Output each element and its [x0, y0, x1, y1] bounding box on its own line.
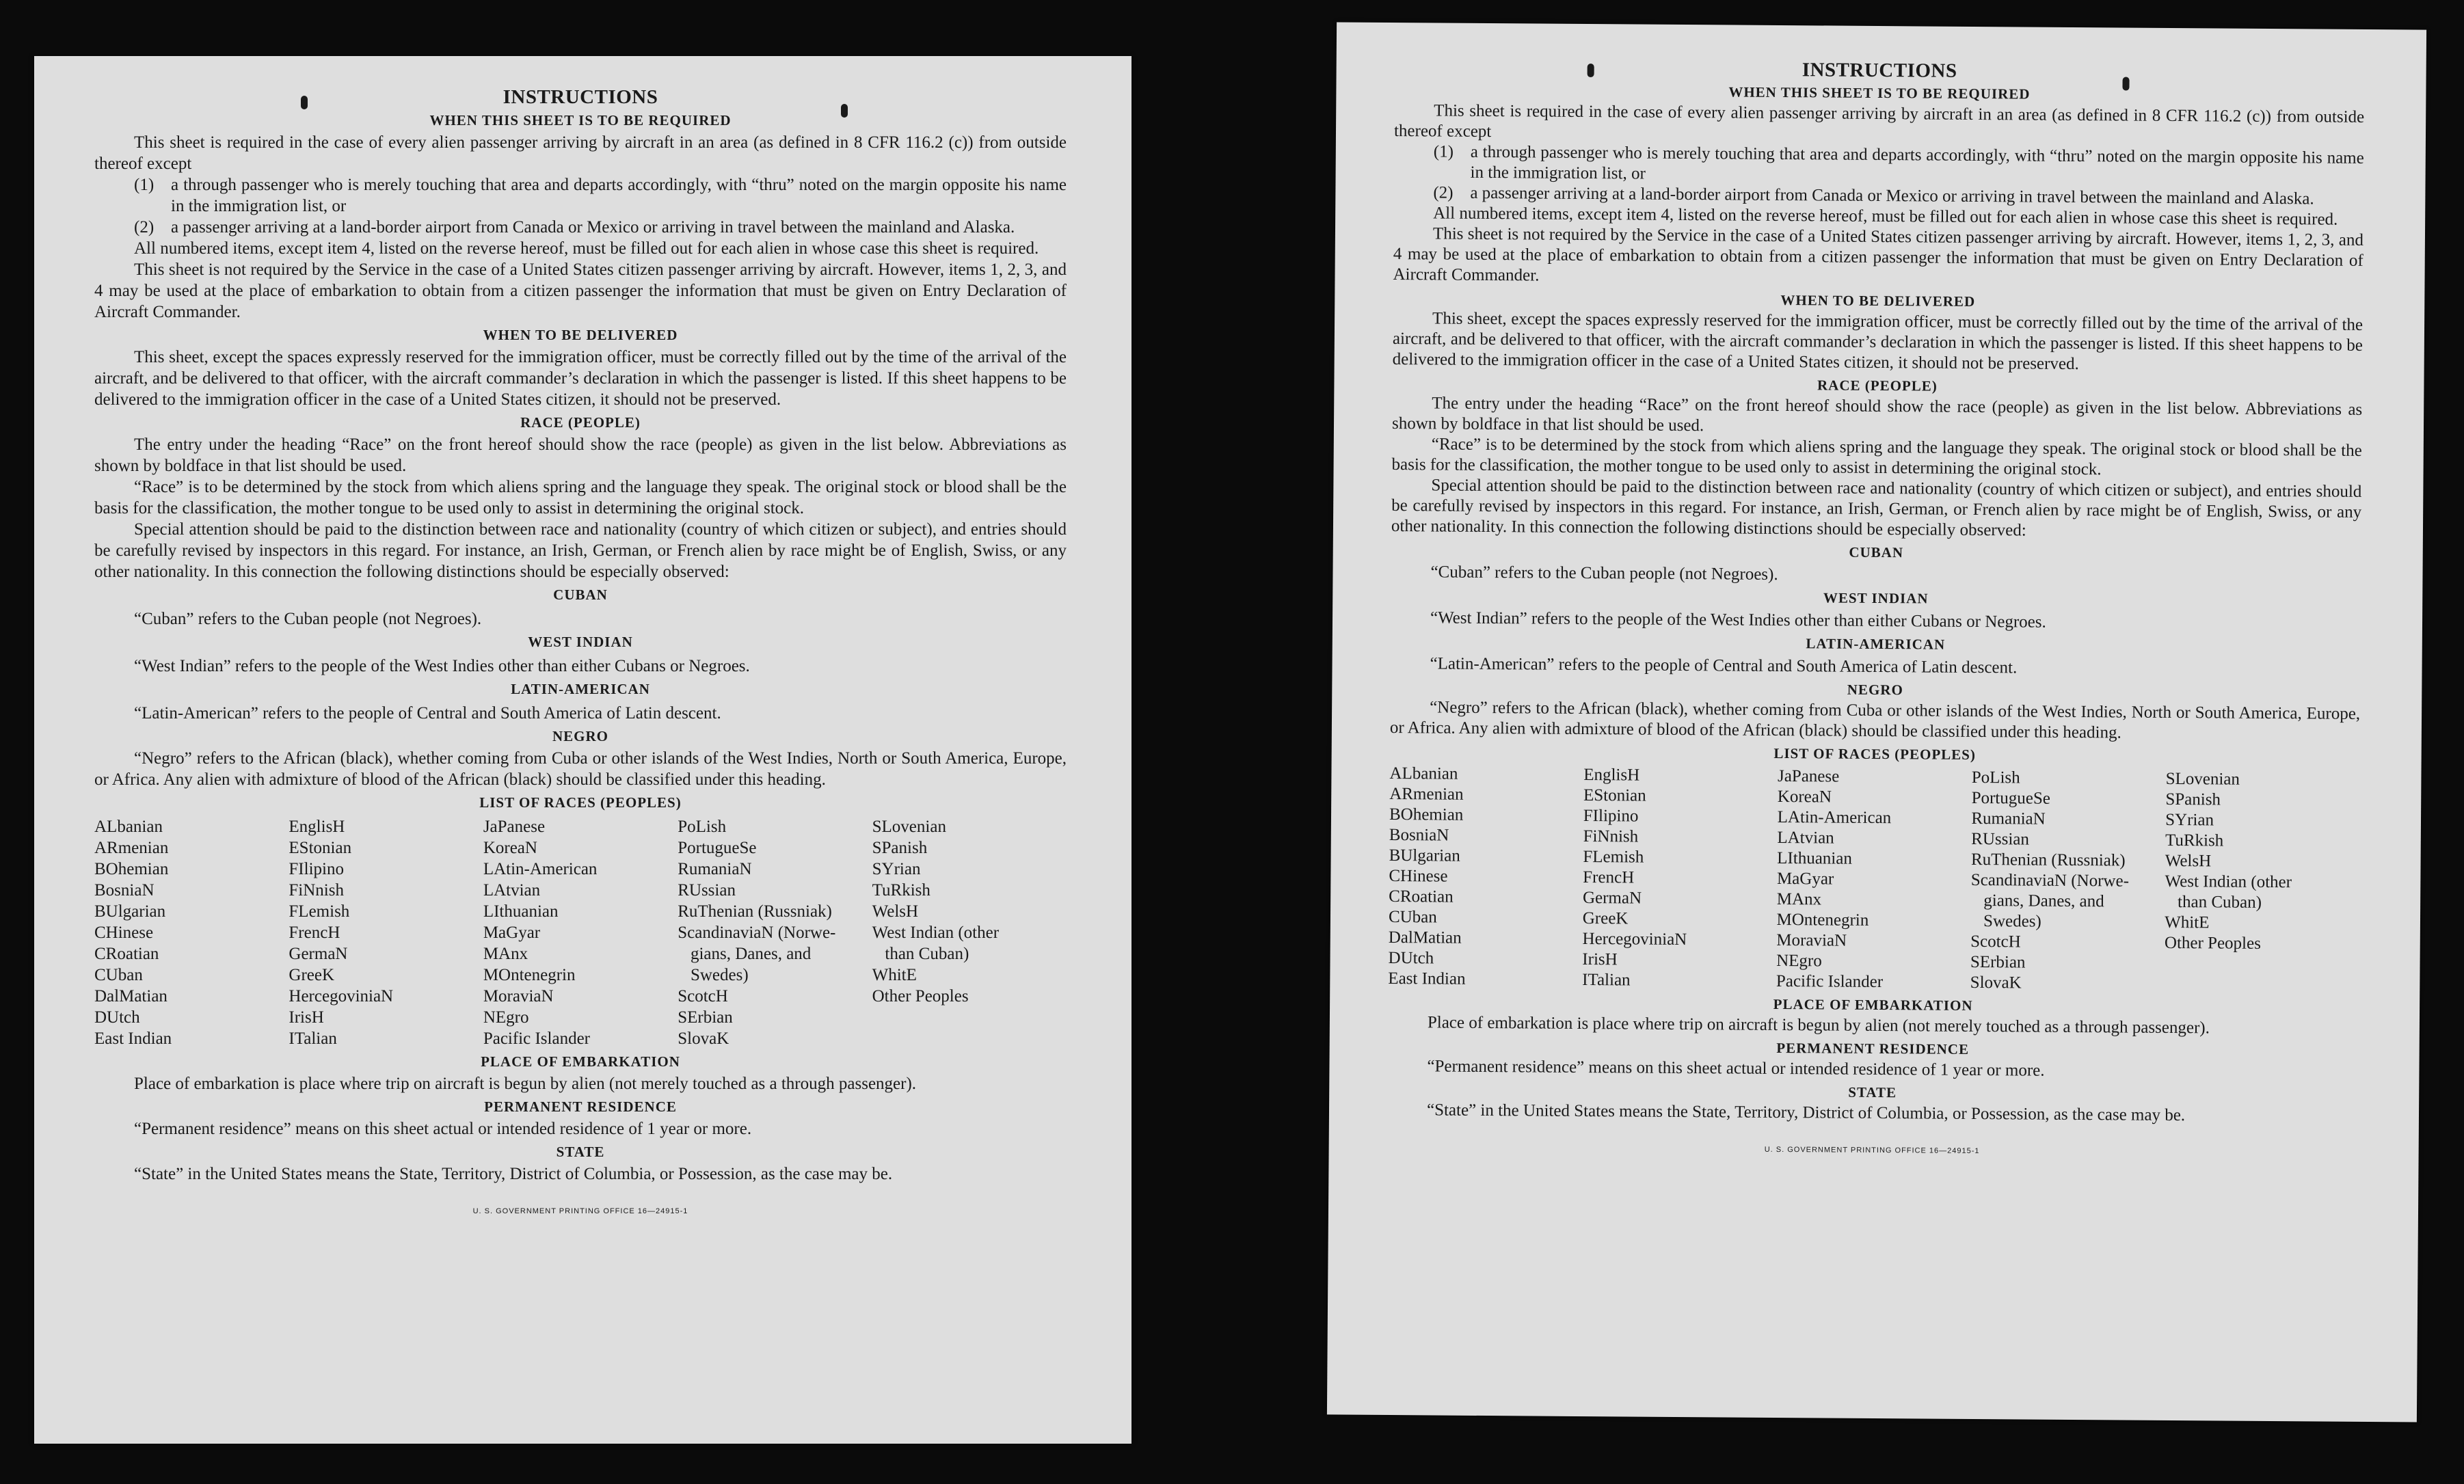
race-entry: SPanish: [872, 839, 928, 857]
race-entry: CRoatian: [1389, 887, 1454, 906]
paragraph-race-1: The entry under the heading “Race” on the front hereof should show the race (people) as given in the list below. Abbreviations as shown by boldface in that list should be used.: [94, 435, 1067, 475]
section-heading-negro: NEGRO: [1847, 681, 1903, 699]
race-entry: ARmenian: [1389, 785, 1464, 804]
race-entry: ITalian: [289, 1029, 337, 1048]
race-entry: SLovenian: [872, 818, 946, 836]
exception-number: (1): [134, 176, 155, 194]
race-entry: WelsH: [2165, 851, 2212, 871]
race-entry: ScandinaviaN (Norwe- gians, Danes, and Swedes): [1970, 870, 2130, 931]
paragraph-race-3: Special attention should be paid to the distinction between race and nationality (country of which citizen or subject), and entries should be carefully revised by inspectors in this regard. For instance, an Irish, German, or French alien by race might be of English, Swiss, or any other nationality. In this connection the following distinctions should be especially observed:: [94, 520, 1067, 581]
paragraph-when-delivered: This sheet, except the spaces expressly reserved for the immigration officer, must be correctly filled out by the time of the arrival of the aircraft, and be delivered to that officer, with the aircraft commander’s declaration in which the passenger is listed. If this sheet happens to be delivered to the immigration officer in the case of a United States citizen, it should not be preserved.: [1392, 309, 2363, 374]
race-entry: MoraviaN: [483, 987, 554, 1006]
race-entry: BUlgarian: [1389, 846, 1460, 865]
race-entry: HercegoviniaN: [1582, 930, 1687, 949]
race-entry: FIlipino: [1583, 807, 1639, 826]
race-entry: Other Peoples: [2164, 933, 2261, 953]
section-heading-negro: NEGRO: [552, 728, 608, 744]
race-entry: HercegoviniaN: [289, 987, 394, 1006]
race-entry: SlovaK: [678, 1029, 729, 1048]
section-heading-residence: PERMANENT RESIDENCE: [1776, 1039, 1970, 1057]
section-heading-when-required: WHEN THIS SHEET IS TO BE REQUIRED: [1728, 83, 2031, 103]
race-entry: Other Peoples: [872, 987, 969, 1006]
definition-negro: “Negro” refers to the African (black), whether coming from Cuba or other islands of the West Indies, North or South America, Europe, or Africa. Any alien with admixture of blood of the African (black) should be classified under this heading.: [1389, 698, 2361, 742]
paragraph-residence: “Permanent residence” means on this sheet actual or intended residence of 1 year or more.: [1427, 1057, 2045, 1080]
race-entry: KoreaN: [1777, 787, 1832, 807]
race-entry: WhitE: [2165, 913, 2210, 932]
section-heading-state: STATE: [556, 1144, 605, 1160]
punch-hole-mark: [301, 96, 308, 109]
race-entry: SYrian: [2165, 810, 2214, 830]
race-entry: LAtin-American: [1777, 807, 1892, 828]
punch-hole-mark: [841, 104, 848, 118]
race-entry: PortugueSe: [678, 839, 757, 857]
page-title: INSTRUCTIONS: [503, 86, 658, 108]
definition-latin-american: “Latin-American” refers to the people of Central and South America of Latin descent.: [1430, 654, 2018, 677]
race-entry: LAtin-American: [483, 860, 598, 878]
race-entry: FiNnish: [289, 881, 344, 900]
section-heading-state: STATE: [1848, 1083, 1897, 1101]
paragraph-when-required: This sheet is required in the case of every alien passenger arriving by aircraft in an area (as defined in 8 CFR 116.2 (c)) from outside thereof except: [94, 133, 1067, 173]
exception-text: a passenger arriving at a land-border airport from Canada or Mexico or arriving in travel between the mainland and Alaska.: [1470, 183, 2314, 208]
section-heading-latin-american: LATIN-AMERICAN: [511, 681, 650, 697]
race-entry: East Indian: [1388, 969, 1466, 988]
exception-text: a through passenger who is merely touching that area and departs accordingly, with “thru” noted on the margin opposite his name in the immigration list, or: [171, 176, 1067, 215]
paragraph-race-1: The entry under the heading “Race” on the front hereof should show the race (people) as given in the list below. Abbreviations as shown by boldface in that list should be used.: [1391, 394, 2363, 435]
punch-hole-mark: [2122, 77, 2129, 90]
exception-number: (2): [1433, 183, 1454, 202]
race-entry: MOntenegrin: [483, 966, 576, 984]
page-title: INSTRUCTIONS: [1802, 59, 1957, 82]
section-heading-when-delivered: WHEN TO BE DELIVERED: [483, 327, 678, 343]
race-entry: West Indian (other than Cuban): [872, 923, 1000, 963]
race-entry: LIthuanian: [1777, 848, 1852, 868]
races-list: [94, 816, 1067, 1049]
race-entry: ScotcH: [678, 987, 728, 1006]
race-entry: GermaN: [1582, 889, 1642, 908]
races-column: [289, 816, 483, 1049]
race-entry: BosniaN: [1389, 826, 1449, 845]
race-entry: IrisH: [1582, 950, 1618, 969]
race-entry: RUssian: [1971, 829, 2030, 849]
race-entry: LIthuanian: [483, 902, 559, 921]
race-entry: RUssian: [678, 881, 736, 900]
race-entry: RumaniaN: [678, 860, 752, 878]
race-entry: Pacific Islander: [1776, 971, 1884, 992]
race-entry: SErbian: [1970, 952, 2026, 972]
race-entry: MoraviaN: [1776, 930, 1847, 950]
race-entry: SErbian: [678, 1008, 733, 1027]
race-entry: EStonian: [289, 839, 352, 857]
race-entry: RuThenian (Russniak): [678, 902, 832, 921]
race-entry: RumaniaN: [1971, 809, 2046, 828]
race-entry: SLovenian: [2165, 769, 2240, 789]
section-heading-embarkation: PLACE OF EMBARKATION: [481, 1053, 680, 1070]
race-entry: ARmenian: [94, 839, 169, 857]
races-column: [483, 816, 678, 1049]
paragraph-state: “State” in the United States means the State, Territory, District of Columbia, or Possession, as the case may be.: [134, 1165, 893, 1183]
paragraph-race-2: “Race” is to be determined by the stock from which aliens spring and the language they speak. The original stock or blood shall be the basis for the classification, the mother tongue to be used only to assist in determining the original stock.: [94, 478, 1067, 517]
definition-latin-american: “Latin-American” refers to the people of Central and South America of Latin descent.: [134, 704, 721, 723]
races-column: [2164, 769, 2359, 996]
paragraph-when-delivered: This sheet, except the spaces expressly reserved for the immigration officer, must be correctly filled out by the time of the arrival of the aircraft, and be delivered to that officer, with the aircraft commander’s declaration in which the passenger is listed. If this sheet happens to be delivered to the immigration officer in the case of a United States citizen, it should not be preserved.: [94, 348, 1067, 409]
section-heading-race: RACE (PEOPLE): [520, 414, 641, 431]
race-entry: PortugueSe: [1971, 788, 2050, 808]
race-entry: DalMatian: [94, 987, 168, 1006]
race-entry: PoLish: [1971, 768, 2020, 787]
section-heading-cuban: CUBAN: [1849, 543, 1904, 561]
paragraph-citizen: This sheet is not required by the Service in the case of a United States citizen passenger arriving by aircraft. However, items 1, 2, 3, and 4 may be used at the place of embarkation to obtain from a citizen passenger the information that must be given on Entry Declaration of Aircraft Commander.: [94, 260, 1067, 321]
race-entry: MOntenegrin: [1776, 910, 1869, 930]
exception-item: [94, 174, 1067, 217]
race-entry: Pacific Islander: [483, 1029, 590, 1048]
paragraph-numbered-items: All numbered items, except item 4, listed on the reverse hereof, must be filled out for each alien in whose case this sheet is required.: [134, 239, 1039, 258]
race-entry: ITalian: [1582, 971, 1631, 990]
race-entry: SlovaK: [1970, 973, 2022, 993]
race-entry: DalMatian: [1388, 928, 1462, 947]
exception-number: (2): [134, 218, 155, 237]
race-entry: BOhemian: [94, 860, 169, 878]
section-heading-list-of-races: LIST OF RACES (PEOPLES): [479, 794, 682, 811]
race-entry: RuThenian (Russniak): [1970, 850, 2126, 870]
race-entry: SYrian: [872, 860, 921, 878]
race-entry: CUban: [1388, 908, 1437, 927]
race-entry: GreeK: [289, 966, 335, 984]
section-heading-west-indian: WEST INDIAN: [528, 634, 633, 650]
race-entry: JaPanese: [1777, 766, 1840, 786]
race-entry: SPanish: [2165, 790, 2221, 809]
document-page-right: [1327, 22, 2426, 1422]
race-entry: KoreaN: [483, 839, 537, 857]
race-entry: DUtch: [94, 1008, 140, 1027]
race-entry: JaPanese: [483, 818, 546, 836]
paragraph-race-2: “Race” is to be determined by the stock from which aliens spring and the language they speak. The original stock or blood shall be the basis for the classification, the mother tongue to be used only to assist in determining the original stock.: [1391, 435, 2362, 479]
race-entry: BosniaN: [94, 881, 155, 900]
race-entry: FIlipino: [289, 860, 344, 878]
races-column: [1970, 768, 2166, 995]
paragraph-when-required: This sheet is required in the case of every alien passenger arriving by aircraft in an area (as defined in 8 CFR 116.2 (c)) from outside thereof except: [1393, 101, 2365, 141]
race-entry: WhitE: [872, 966, 917, 984]
race-entry: CUban: [94, 966, 143, 984]
paragraph-state: “State” in the United States means the State, Territory, District of Columbia, or Possession, as the case may be.: [1426, 1101, 2186, 1125]
race-entry: ALbanian: [94, 818, 163, 836]
printer-footer: U. S. GOVERNMENT PRINTING OFFICE 16—24915-1: [1764, 1145, 1980, 1156]
race-entry: CRoatian: [94, 945, 159, 963]
exception-item: [94, 217, 1067, 238]
paragraph-race-3: Special attention should be paid to the distinction between race and nationality (country of which citizen or subject), and entries should be carefully revised by inspectors in this regard. For instance, an Irish, German, or French alien by race might be of English, Swiss, or any other nationality. In this connection the following distinctions should be especially observed:: [1391, 476, 2362, 540]
section-heading-cuban: CUBAN: [553, 586, 608, 603]
race-entry: NEgro: [1776, 951, 1822, 971]
race-entry: MAnx: [1776, 889, 1822, 909]
race-entry: LAtvian: [483, 881, 541, 900]
race-entry: GreeK: [1582, 909, 1629, 928]
section-heading-when-required: WHEN THIS SHEET IS TO BE REQUIRED: [429, 112, 732, 129]
paragraph-residence: “Permanent residence” means on this sheet actual or intended residence of 1 year or more.: [134, 1120, 752, 1138]
section-heading-west-indian: WEST INDIAN: [1823, 589, 1929, 607]
definition-cuban: “Cuban” refers to the Cuban people (not Negroes).: [134, 610, 482, 628]
document-page-left: [34, 56, 1131, 1444]
exception-text: a passenger arriving at a land-border airport from Canada or Mexico or arriving in travel between the mainland and Alaska.: [171, 218, 1015, 237]
exception-text: a through passenger who is merely touching that area and departs accordingly, with “thru” noted on the margin opposite his name in the immigration list, or: [1470, 142, 2364, 183]
race-entry: West Indian (other than Cuban): [2165, 872, 2292, 912]
race-entry: NEgro: [483, 1008, 529, 1027]
exception-item: [1393, 141, 2363, 189]
paragraph-citizen: This sheet is not required by the Service in the case of a United States citizen passenger arriving by aircraft. However, items 1, 2, 3, and 4 may be used at the place of embarkation to obtain from a citizen passenger the information that must be given on Entry Declaration of Aircraft Commander.: [1393, 224, 2364, 285]
section-heading-when-delivered: WHEN TO BE DELIVERED: [1780, 292, 1976, 310]
race-entry: LAtvian: [1777, 828, 1834, 848]
race-entry: TuRkish: [2165, 831, 2224, 850]
punch-hole-mark: [1588, 64, 1594, 77]
section-heading-latin-american: LATIN-AMERICAN: [1806, 635, 1946, 653]
race-entry: FrencH: [289, 923, 340, 942]
definition-negro: “Negro” refers to the African (black), whether coming from Cuba or other islands of the West Indies, North or South America, Europe, or Africa. Any alien with admixture of blood of the African (black) should be classified under this heading.: [94, 749, 1067, 789]
race-entry: ScandinaviaN (Norwe- gians, Danes, and Swedes): [678, 923, 836, 984]
race-entry: IrisH: [289, 1008, 324, 1027]
races-column: [1388, 764, 1583, 990]
race-entry: EnglisH: [289, 818, 345, 836]
race-entry: PoLish: [678, 818, 727, 836]
race-entry: CHinese: [1389, 867, 1448, 886]
race-entry: ScotcH: [1970, 932, 2021, 952]
race-entry: FLemish: [289, 902, 350, 921]
race-entry: FrencH: [1583, 868, 1635, 887]
section-heading-race: RACE (PEOPLE): [1817, 377, 1938, 394]
race-entry: East Indian: [94, 1029, 172, 1048]
race-entry: FLemish: [1583, 848, 1644, 867]
races-column: [872, 816, 1067, 1049]
race-entry: GermaN: [289, 945, 348, 963]
race-entry: CHinese: [94, 923, 154, 942]
printer-footer: U. S. GOVERNMENT PRINTING OFFICE 16—24915-1: [472, 1207, 688, 1215]
paragraph-embarkation: Place of embarkation is place where trip on aircraft is begun by alien (not merely touched as a through passenger).: [134, 1075, 917, 1093]
race-entry: EnglisH: [1583, 766, 1640, 785]
race-entry: FiNnish: [1583, 827, 1639, 846]
definition-west-indian: “West Indian” refers to the people of the West Indies other than either Cubans or Negroes.: [134, 657, 750, 675]
races-column: [94, 816, 289, 1049]
definition-cuban: “Cuban” refers to the Cuban people (not Negroes).: [1430, 563, 1778, 584]
race-entry: ALbanian: [1389, 764, 1458, 783]
section-heading-residence: PERMANENT RESIDENCE: [484, 1098, 677, 1115]
race-entry: WelsH: [872, 902, 919, 921]
race-entry: DUtch: [1388, 949, 1434, 968]
section-heading-list-of-races: LIST OF RACES (PEOPLES): [1773, 744, 1976, 764]
race-entry: TuRkish: [872, 881, 930, 900]
races-column: [1582, 765, 1778, 992]
paragraph-numbered-items: All numbered items, except item 4, listed on the reverse hereof, must be filled out for each alien in whose case this sheet is required.: [1433, 204, 2338, 229]
definition-west-indian: “West Indian” refers to the people of the West Indies other than either Cubans or Negroes.: [1430, 608, 2046, 632]
section-heading-embarkation: PLACE OF EMBARKATION: [1773, 995, 1973, 1014]
races-list: [1388, 764, 2359, 996]
exception-number: (1): [1433, 142, 1454, 161]
races-column: [1776, 766, 1972, 993]
race-entry: MaGyar: [1776, 869, 1834, 889]
race-entry: MaGyar: [483, 923, 541, 942]
race-entry: BUlgarian: [94, 902, 166, 921]
race-entry: BOhemian: [1389, 805, 1464, 824]
paragraph-embarkation: Place of embarkation is place where trip on aircraft is begun by alien (not merely touched as a through passenger).: [1427, 1013, 2210, 1038]
race-entry: EStonian: [1583, 786, 1646, 805]
race-entry: MAnx: [483, 945, 528, 963]
races-column: [678, 816, 872, 1049]
